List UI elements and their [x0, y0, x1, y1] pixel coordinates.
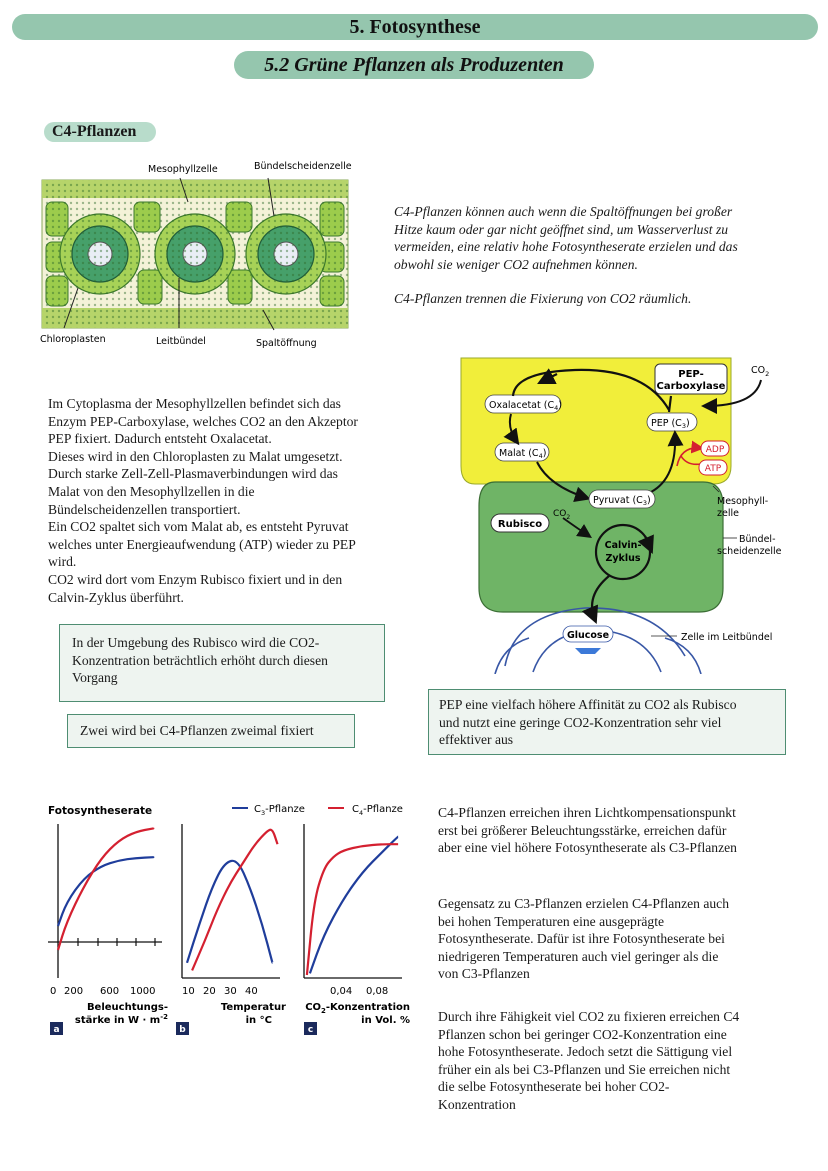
- body-line: Malat von den Mesophyllzellen in die: [48, 483, 255, 499]
- malat-label: Malat $(C_4)$: [499, 448, 547, 460]
- leaf-cross-section-illustration: [38, 158, 358, 354]
- body-line: Bündelscheidenzellen transportiert.: [48, 501, 241, 517]
- tick-b-40: 40: [245, 986, 258, 997]
- chart-explanation-3: [438, 1008, 808, 1114]
- vascular-cell-label: Zelle im Leitbündel: [681, 632, 773, 643]
- series-line-c-c3-pflanze: [310, 837, 398, 974]
- explanation-line: die selbe Fotosyntheserate bei hoher CO2-: [438, 1079, 670, 1095]
- box-line: In der Umgebung des Rubisco wird die CO2-: [72, 635, 320, 650]
- body-line: welches unter Energieaufwendung (ATP) wieder zu PEP: [48, 536, 356, 552]
- explanation-line: aber eine viel höhere Fotosyntheserate als C3-Pflanzen: [438, 840, 737, 856]
- mesophyll-label-line1: Mesophyll-: [717, 496, 769, 507]
- c4-pathway-figure: [455, 356, 800, 674]
- pep-label: PEP $(C_3)$: [651, 418, 690, 430]
- body-line: wird.: [48, 554, 77, 570]
- body-line: Enzym PEP-Carboxylase, welches CO2 an den Akzeptor: [48, 413, 358, 429]
- intro-line: vermeiden, eine relativ hohe Fotosyntheserate erzielen und das: [394, 239, 738, 255]
- body-line: Im Cytoplasma der Mesophyllzellen befindet sich das: [48, 396, 341, 411]
- explanation-line: erst bei größerer Beleuchtungsstärke, erreichen dafür: [438, 822, 727, 838]
- legend-c4: $C_4$-Pflanze: [352, 804, 403, 817]
- explanation-line: Fotosyntheserate. Dafür ist ihre Fotosyntheserate bei: [438, 931, 725, 947]
- c4-pathway-diagram: [455, 356, 800, 674]
- tick-a-0: 0: [50, 986, 57, 997]
- calvin-label-line2: Zyklus: [605, 553, 641, 564]
- chart-explanation-2: [438, 895, 808, 983]
- legend-c3: $C_3$-Pflanze: [254, 804, 305, 817]
- pyruvat-label: Pyruvat $(C_3)$: [593, 495, 651, 507]
- oxalacetat-label: Oxalacetat $(C_4)$: [489, 400, 562, 412]
- enzyme-label-line1: PEP-: [678, 369, 704, 380]
- co2-inner: $CO_2$: [553, 509, 571, 521]
- intro-line: C4-Pflanzen können auch wenn die Spaltöffnungen bei großer: [394, 204, 733, 219]
- rubisco-concentration-box: [59, 624, 385, 702]
- tick-c-004: 0,04: [330, 986, 353, 997]
- chart-explanation-1: [438, 804, 808, 857]
- intro-line: Hitze kaum oder gar nicht geöffnet sind, um Wasserverlust zu: [394, 221, 729, 237]
- explanation-line: Konzentration: [438, 1096, 516, 1112]
- label-chloroplasts: Chloroplasten: [40, 334, 106, 345]
- box-line: PEP eine vielfach höhere Affinität zu CO2 als Rubisco: [439, 697, 737, 712]
- label-bundle-sheath: Bündelscheidenzelle: [254, 161, 352, 172]
- tick-a-600: 600: [100, 986, 120, 997]
- body-line: Calvin-Zyklus überführt.: [48, 589, 184, 605]
- body-text: [48, 395, 418, 606]
- tick-a-200: 200: [64, 986, 84, 997]
- charts-svg: [40, 796, 420, 1042]
- rubisco-label: Rubisco: [497, 519, 543, 530]
- box-line: Vorgang: [72, 670, 118, 686]
- explanation-line: früher ein als bei C3-Pflanzen und Sie erreichen nicht: [438, 1061, 731, 1077]
- panel-b-letter: b: [179, 1025, 186, 1035]
- panel-a-letter: a: [53, 1025, 60, 1035]
- photosynthesis-charts: [40, 796, 420, 1042]
- twice-fixed-box: [67, 714, 355, 748]
- pep-affinity-box: [428, 689, 786, 755]
- explanation-line: hohe Fotosyntheserate. Jedoch setzt die Sättigung viel: [438, 1044, 733, 1060]
- explanation-line: C4-Pflanzen erreichen ihren Lichtkompensationspunkt: [438, 805, 736, 820]
- box-line: Konzentration beträchtlich erhöht durch diesen: [72, 652, 328, 668]
- label-stoma: Spaltöffnung: [256, 338, 317, 349]
- body-line: Dieses wird in den Chloroplasten zu Malat umgesetzt.: [48, 448, 343, 464]
- section-title: 5.2 Grüne Pflanzen als Produzenten: [234, 51, 594, 79]
- xlabel-a-line2: stärke in $W \cdot m^{-2}$: [74, 1013, 168, 1026]
- xlabel-a-line1: Beleuchtungs-: [86, 1002, 168, 1013]
- adp-label: ADP: [705, 445, 725, 455]
- intro-line: obwohl sie weniger CO2 aufnehmen können.: [394, 256, 638, 272]
- series-line-b-c3-pflanze: [187, 861, 273, 963]
- box-line: und nutzt eine geringe CO2-Konzentration sehr viel: [439, 714, 722, 730]
- body-line: Durch starke Zell-Zell-Plasmaverbindungen wird das: [48, 466, 338, 482]
- explanation-line: Gegensatz zu C3-Pflanzen erzielen C4-Pflanzen auch: [438, 896, 730, 911]
- chart-curves: [58, 828, 398, 975]
- xlabel-b-line1: Temperatur: [220, 1002, 286, 1013]
- enzyme-label-line2: Carboxylase: [656, 381, 726, 392]
- bundle-label-line2: scheidenzelle: [717, 546, 782, 557]
- body-line: PEP fixiert. Dadurch entsteht Oxalacetat.: [48, 431, 272, 447]
- explanation-line: bei hohen Temperaturen eine ausgeprägte: [438, 913, 665, 929]
- intro-text: [394, 203, 794, 308]
- series-line-a-c4-pflanze: [58, 828, 153, 950]
- body-line: Ein CO2 spaltet sich vom Malat ab, es entsteht Pyruvat: [48, 519, 349, 535]
- mesophyll-label-line2: zelle: [717, 508, 739, 519]
- xlabel-c-line1: $CO_2$-Konzentration: [305, 1002, 410, 1015]
- tick-c-008: 0,08: [366, 986, 389, 997]
- chapter-title: 5. Fotosynthese: [12, 14, 818, 40]
- label-vascular-bundle: Leitbündel: [156, 336, 206, 347]
- tick-b-10: 10: [182, 986, 195, 997]
- bundle-label-line1: Bündel-: [739, 534, 776, 545]
- subheading: C4-Pflanzen: [44, 122, 156, 142]
- calvin-label-line1: Calvin-: [604, 540, 642, 551]
- explanation-line: niedrigeren Temperaturen auch viel geringer als die: [438, 948, 719, 964]
- xlabel-c-line2: in Vol. %: [361, 1015, 410, 1026]
- series-line-b-c4-pflanze: [192, 830, 277, 971]
- box-line: Zwei wird bei C4-Pflanzen zweimal fixiert: [80, 723, 314, 738]
- explanation-line: Pflanzen schon bei geringer CO2-Konzentration eine: [438, 1026, 727, 1042]
- leaf-cross-section-figure: [38, 158, 358, 354]
- tick-b-30: 30: [224, 986, 237, 997]
- xlabel-b-line2: in °C: [245, 1015, 272, 1026]
- series-line-a-c3-pflanze: [58, 857, 153, 926]
- box-line: effektiver aus: [439, 732, 514, 748]
- label-mesophyll: Mesophyllzelle: [148, 164, 218, 175]
- body-line: CO2 wird dort vom Enzym Rubisco fixiert und in den: [48, 571, 343, 587]
- atp-label: ATP: [704, 464, 722, 474]
- series-line-c-c4-pflanze: [307, 844, 398, 975]
- panel-c-letter: c: [307, 1025, 314, 1035]
- tick-b-20: 20: [203, 986, 216, 997]
- chart-title: Fotosyntheserate: [48, 805, 153, 817]
- co2-top: $CO_2$: [751, 365, 770, 378]
- explanation-line: von C3-Pflanzen: [438, 966, 530, 982]
- intro-line: C4-Pflanzen trennen die Fixierung von CO2 räumlich.: [394, 291, 692, 307]
- glucose-label: Glucose: [566, 630, 610, 641]
- tick-a-1000: 1000: [130, 986, 156, 997]
- explanation-line: Durch ihre Fähigkeit viel CO2 zu fixieren erreichen C4: [438, 1009, 740, 1024]
